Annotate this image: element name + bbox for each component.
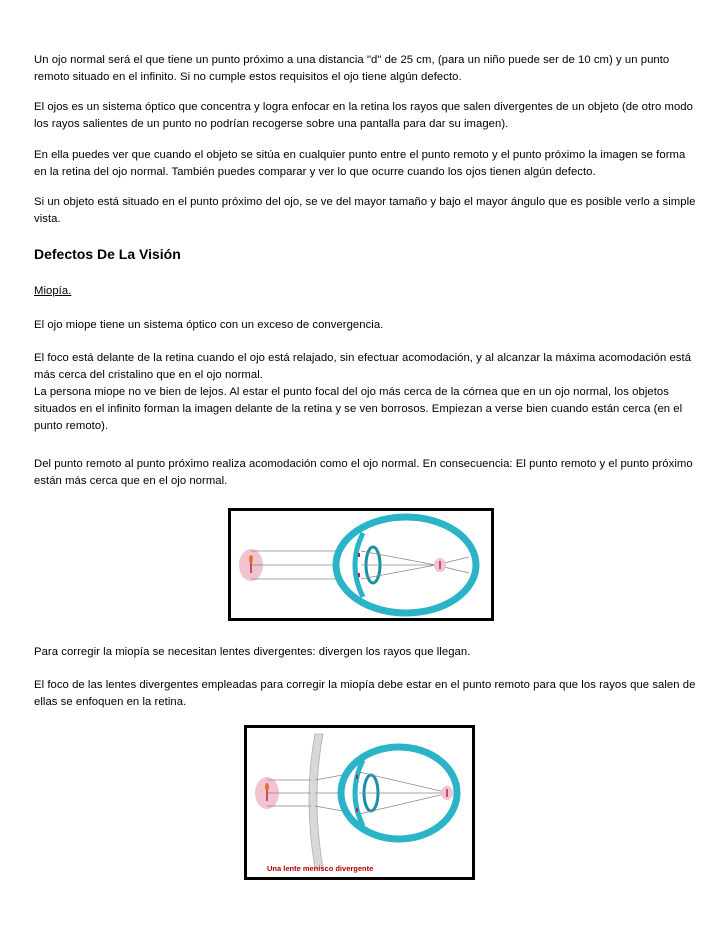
paragraph-compare: En ella puedes ver que cuando el objeto se sitúa en cualquier punto entre el punto remoto y el punto próximo la imagen se forma en la retina del ojo normal. También puedes comparar y ver lo que ocurre cuando los ojos tienen algún defecto. (34, 149, 686, 178)
retina-image-mark (439, 561, 441, 569)
flame-icon (249, 555, 253, 563)
paragraph-near-point: Si un objeto está situado en el punto próximo del ojo, se ve del mayor tamaño y bajo el mayor ángulo que es posible verlo a simple vista. (34, 196, 696, 225)
lens-mark (358, 573, 360, 577)
section-heading: Defectos De La Visión (34, 246, 181, 262)
lens-mark (356, 775, 358, 779)
paragraph-myopia-correction: Para corregir la miopía se necesitan lentes divergentes: divergen los rayos que llegan. (34, 646, 471, 658)
paragraph-myopia-4: Del punto remoto al punto próximo realiza acomodación como el ojo normal. En consecuencia: El punto remoto y el punto próximo están más cerca que en el ojo normal. (34, 458, 693, 487)
lens-mark (358, 553, 360, 557)
paragraph-normal-eye: Un ojo normal será el que tiene un punto próximo a una distancia "d" de 25 cm, (para un niño puede ser de 10 cm) y un punto remoto situado en el infinito. Si no cumple estos requisitos el ojo tiene algún defecto. (34, 54, 670, 83)
paragraph-myopia-3: La persona miope no ve bien de lejos. Al estar el punto focal del ojo más cerca de la córnea que en un ojo normal, los objetos situados en el infinito forman la imagen delante de la retina y se ven borrosos. Empiezan a verse bien cuando están cerca (en el punto remoto). (34, 386, 683, 432)
paragraph-myopia-1: El ojo miope tiene un sistema óptico con un exceso de convergencia. (34, 319, 384, 331)
myopic-eye-figure (228, 508, 494, 621)
paragraph-optical-system: El ojos es un sistema óptico que concentra y logra enfocar en la retina los rayos que salen divergentes de un objeto (de otro modo los rayos salientes de un punto no podrían recogerse sobre una pantalla para dar su imagen). (34, 101, 693, 130)
lens-caption: Una lente menisco divergente (267, 864, 374, 873)
retina-image-mark (446, 789, 448, 797)
divergent-lens-figure (244, 725, 475, 880)
paragraph-divergent-lens: El foco de las lentes divergentes empleadas para corregir la miopía debe estar en el punto remoto para que los rayos que salen de ellas se enfoquen en la retina. (34, 679, 696, 708)
paragraph-myopia-2: El foco está delante de la retina cuando el ojo está relajado, sin efectuar acomodación, y al alcanzar la máxima acomodación está más cerca del cristalino que en el ojo normal. (34, 352, 692, 381)
lens-mark (356, 808, 358, 812)
subsection-myopia: Miopía. (34, 285, 72, 297)
flame-icon (265, 783, 269, 791)
divergent-lens-icon (309, 734, 323, 868)
